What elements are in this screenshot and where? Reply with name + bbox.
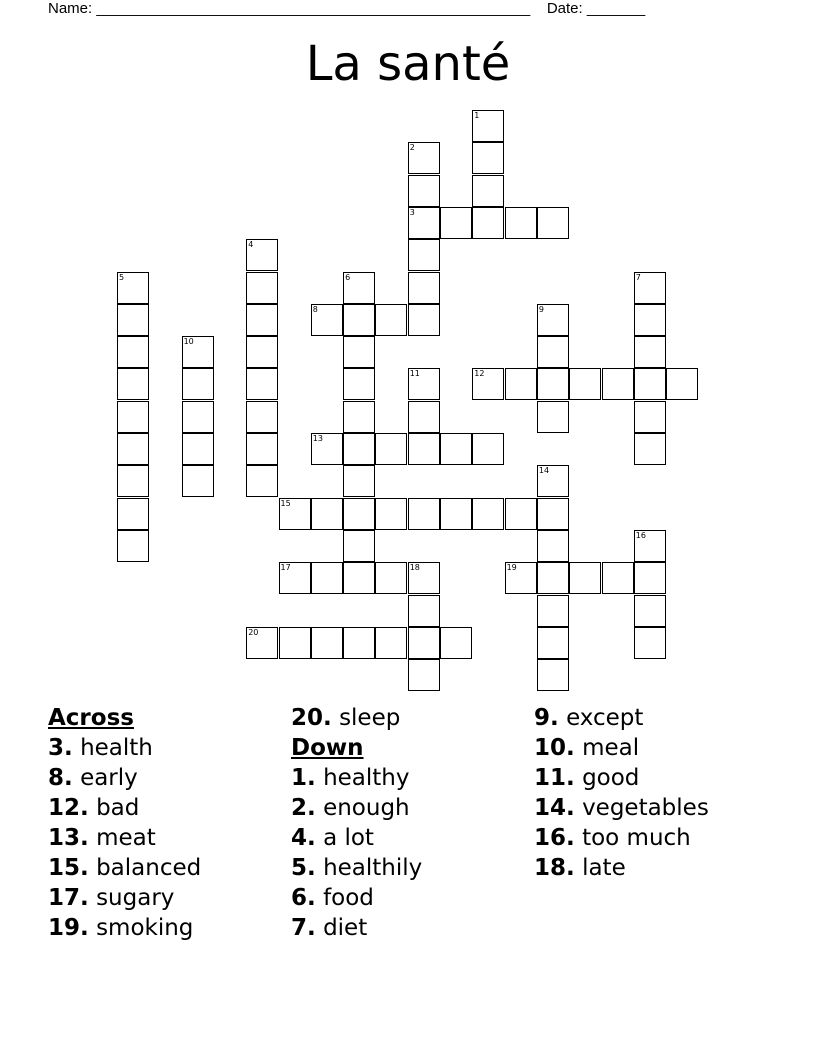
crossword-cell[interactable] xyxy=(440,498,472,530)
crossword-cell[interactable] xyxy=(343,272,375,304)
clue-number: 4 xyxy=(248,240,254,250)
date-blank[interactable]: _______ xyxy=(586,0,646,17)
crossword-cell[interactable] xyxy=(569,368,601,400)
clue-item: 10. meal xyxy=(534,735,640,761)
crossword-cell[interactable] xyxy=(634,595,666,627)
crossword-cell[interactable] xyxy=(505,498,537,530)
crossword-cell[interactable] xyxy=(375,433,407,465)
crossword-cell[interactable] xyxy=(117,530,149,562)
crossword-cell[interactable] xyxy=(408,368,440,400)
crossword-cell[interactable] xyxy=(537,498,569,530)
crossword-cell[interactable] xyxy=(537,465,569,497)
crossword-cell[interactable] xyxy=(408,659,440,691)
crossword-cell[interactable] xyxy=(472,175,504,207)
crossword-cell[interactable] xyxy=(666,368,698,400)
crossword-cell[interactable] xyxy=(408,175,440,207)
crossword-cell[interactable] xyxy=(343,498,375,530)
crossword-cell[interactable] xyxy=(246,465,278,497)
crossword-cell[interactable] xyxy=(634,336,666,368)
crossword-cell[interactable] xyxy=(182,433,214,465)
crossword-cell[interactable] xyxy=(246,368,278,400)
clue-number: 14 xyxy=(538,466,550,476)
crossword-cell[interactable] xyxy=(246,336,278,368)
crossword-cell[interactable] xyxy=(279,562,311,594)
crossword-cell[interactable] xyxy=(246,239,278,271)
crossword-cell[interactable] xyxy=(246,433,278,465)
clue-number: 13 xyxy=(312,434,323,443)
clue-number: 16 xyxy=(635,530,646,540)
crossword-cell[interactable] xyxy=(408,142,440,174)
name-label: Name: xyxy=(48,0,93,17)
clue-item: 18. late xyxy=(534,855,626,881)
date-label: Date: xyxy=(546,0,583,17)
clue-item: 1. healthy xyxy=(291,765,410,791)
clue-item: 16. too much xyxy=(534,825,691,851)
clue-column-3 xyxy=(534,703,709,883)
crossword-cell[interactable] xyxy=(537,627,569,659)
crossword-cell[interactable] xyxy=(634,304,666,336)
crossword-cell[interactable] xyxy=(602,368,634,400)
crossword-cell[interactable] xyxy=(537,595,569,627)
crossword-cell[interactable] xyxy=(505,562,537,594)
crossword-cell[interactable] xyxy=(634,530,666,562)
clue-number: 15 xyxy=(280,498,291,508)
clue-item: 4. a lot xyxy=(291,825,374,851)
crossword-cell[interactable] xyxy=(343,304,375,336)
clue-column-1 xyxy=(48,703,201,943)
clue-item: 11. good xyxy=(534,765,640,791)
crossword-cell[interactable] xyxy=(343,562,375,594)
clue-item: 13. meat xyxy=(48,825,156,851)
crossword-cell[interactable] xyxy=(375,562,407,594)
clue-number: 8 xyxy=(312,304,318,314)
crossword-cell[interactable] xyxy=(311,562,343,594)
clue-item: 6. food xyxy=(291,885,374,911)
crossword-cell[interactable] xyxy=(408,239,440,271)
crossword-cell[interactable] xyxy=(117,498,149,530)
crossword-cell[interactable] xyxy=(343,530,375,562)
crossword-cell[interactable] xyxy=(408,595,440,627)
crossword-cell[interactable] xyxy=(440,433,472,465)
crossword-cell[interactable] xyxy=(408,627,440,659)
crossword-cell[interactable] xyxy=(569,562,601,594)
crossword-cell[interactable] xyxy=(343,465,375,497)
crossword-cell[interactable] xyxy=(634,368,666,400)
crossword-cell[interactable] xyxy=(311,304,343,336)
crossword-cell[interactable] xyxy=(408,562,440,594)
crossword-cell[interactable] xyxy=(537,207,569,239)
crossword-cell[interactable] xyxy=(440,627,472,659)
clue-item: 17. sugary xyxy=(48,885,175,911)
clue-number: 10 xyxy=(183,337,194,347)
clue-number: 7 xyxy=(635,272,641,282)
crossword-cell[interactable] xyxy=(246,401,278,433)
crossword-cell[interactable] xyxy=(537,336,569,368)
crossword-cell[interactable] xyxy=(311,498,343,530)
crossword-cell[interactable] xyxy=(246,304,278,336)
clue-item: 5. healthily xyxy=(291,855,423,881)
clue-number: 20 xyxy=(248,627,259,637)
crossword-cell[interactable] xyxy=(408,272,440,304)
clue-number: 12 xyxy=(474,369,485,379)
crossword-cell[interactable] xyxy=(472,498,504,530)
crossword-cell[interactable] xyxy=(634,627,666,659)
crossword-cell[interactable] xyxy=(117,465,149,497)
crossword-cell[interactable] xyxy=(279,627,311,659)
clue-number: 2 xyxy=(409,143,415,153)
clue-item: 14. vegetables xyxy=(534,795,709,821)
clue-number: 1 xyxy=(474,111,480,120)
crossword-cell[interactable] xyxy=(182,465,214,497)
name-blank[interactable]: ____________________________________________________ xyxy=(96,0,531,17)
crossword-cell[interactable] xyxy=(343,368,375,400)
crossword-cell[interactable] xyxy=(634,562,666,594)
down-heading: Down xyxy=(291,735,364,761)
clue-item: 7. diet xyxy=(291,915,368,941)
crossword-cell[interactable] xyxy=(634,401,666,433)
crossword-cell[interactable] xyxy=(505,207,537,239)
crossword-cell[interactable] xyxy=(343,433,375,465)
clue-number: 6 xyxy=(345,272,351,282)
crossword-cell[interactable] xyxy=(408,498,440,530)
crossword-cell[interactable] xyxy=(117,368,149,400)
crossword-cell[interactable] xyxy=(279,498,311,530)
crossword-cell[interactable] xyxy=(408,207,440,239)
crossword-cell[interactable] xyxy=(472,368,504,400)
crossword-cell[interactable] xyxy=(343,627,375,659)
crossword-cell[interactable] xyxy=(117,401,149,433)
clue-number: 3 xyxy=(409,207,415,217)
crossword-cell[interactable] xyxy=(634,433,666,465)
crossword-cell[interactable] xyxy=(117,433,149,465)
crossword-cell[interactable] xyxy=(117,272,149,304)
clue-number: 19 xyxy=(506,563,517,573)
crossword-cell[interactable] xyxy=(634,272,666,304)
clue-item: 19. smoking xyxy=(48,915,194,941)
clue-item: 9. except xyxy=(534,705,644,731)
crossword-cell[interactable] xyxy=(602,562,634,594)
crossword-cell[interactable] xyxy=(472,142,504,174)
clue-column-2 xyxy=(291,703,422,943)
crossword-cell[interactable] xyxy=(375,627,407,659)
crossword-cell[interactable] xyxy=(537,368,569,400)
crossword-cell[interactable] xyxy=(505,368,537,400)
crossword-cell[interactable] xyxy=(246,272,278,304)
crossword-cell[interactable] xyxy=(246,627,278,659)
clue-item: 8. early xyxy=(48,765,138,791)
clue-item: 15. balanced xyxy=(48,855,202,881)
clue-item: 20. sleep xyxy=(291,705,401,731)
crossword-cell[interactable] xyxy=(311,627,343,659)
crossword-cell[interactable] xyxy=(311,433,343,465)
crossword-cell[interactable] xyxy=(182,401,214,433)
clue-item: 3. health xyxy=(48,735,153,761)
crossword-cell[interactable] xyxy=(343,401,375,433)
clue-number: 11 xyxy=(409,369,420,379)
crossword-cell[interactable] xyxy=(408,304,440,336)
crossword-cell[interactable] xyxy=(472,433,504,465)
page-title: La santé xyxy=(305,36,511,92)
crossword-cell[interactable] xyxy=(375,304,407,336)
crossword-cell[interactable] xyxy=(537,401,569,433)
crossword-cell[interactable] xyxy=(537,304,569,336)
crossword-cell[interactable] xyxy=(408,401,440,433)
clue-number: 18 xyxy=(409,563,420,573)
crossword-cell[interactable] xyxy=(343,336,375,368)
clue-number: 9 xyxy=(538,304,544,314)
across-heading: Across xyxy=(48,705,134,731)
crossword-cell[interactable] xyxy=(182,368,214,400)
crossword-cell[interactable] xyxy=(117,336,149,368)
crossword-cell[interactable] xyxy=(408,433,440,465)
crossword-cell[interactable] xyxy=(440,207,472,239)
clue-number: 17 xyxy=(280,563,291,573)
crossword-cell[interactable] xyxy=(472,207,504,239)
clue-item: 2. enough xyxy=(291,795,410,821)
crossword-cell[interactable] xyxy=(182,336,214,368)
crossword-cell[interactable] xyxy=(537,562,569,594)
crossword-cell[interactable] xyxy=(537,659,569,691)
crossword-cell[interactable] xyxy=(537,530,569,562)
crossword-cell[interactable] xyxy=(117,304,149,336)
clue-item: 12. bad xyxy=(48,795,140,821)
clue-number: 5 xyxy=(119,272,125,282)
crossword-cell[interactable] xyxy=(472,110,504,142)
crossword-cell[interactable] xyxy=(375,498,407,530)
